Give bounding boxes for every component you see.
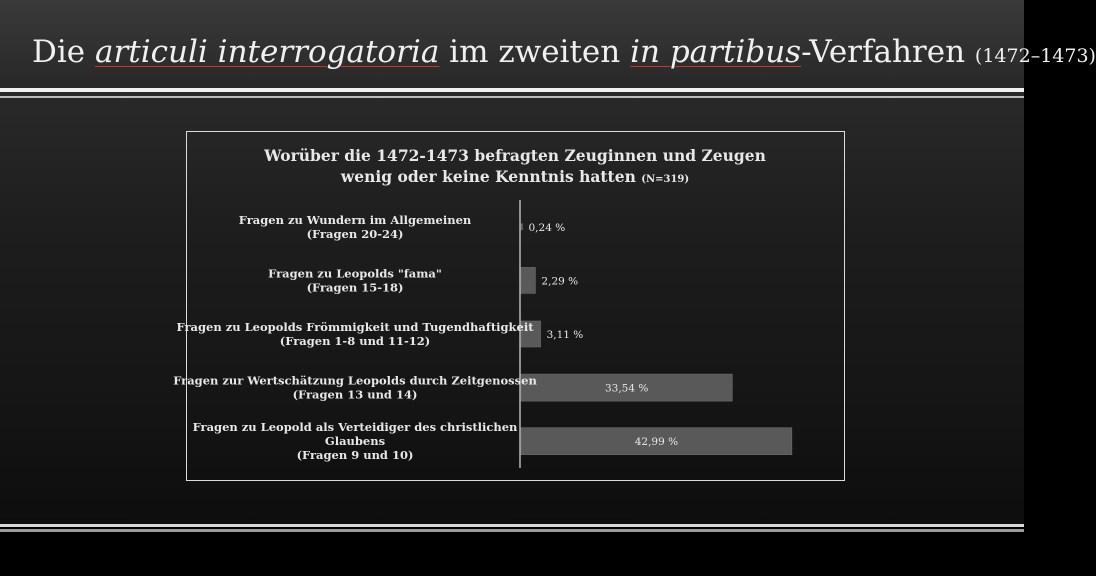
category-label-4-line-0: Fragen zu Leopold als Verteidiger des christlichen <box>192 420 518 435</box>
chart-subtitle <box>340 167 689 186</box>
category-label-3 <box>173 374 537 402</box>
category-label-0-line-0: Fragen zu Wundern im Allgemeinen <box>238 212 472 227</box>
category-label-4-line-1: Glaubens <box>324 434 386 449</box>
category-label-1-line-0: Fragen zu Leopolds "fama" <box>268 266 442 281</box>
category-label-4 <box>193 420 518 462</box>
chart-subtitle-text: wenig oder keine Kenntnis hatten <box>340 167 642 186</box>
title-part-4: -Verfahren <box>801 34 975 70</box>
category-label-0 <box>239 213 472 241</box>
title-part-2: im zweiten <box>439 34 631 70</box>
category-label-3-line-0: Fragen zur Wertschätzung Leopolds durch Zeitgenossen <box>173 373 537 388</box>
title-part-0: Die <box>32 34 95 70</box>
chart-title: Worüber die 1472-1473 befragten Zeuginnen und Zeugen <box>264 146 766 165</box>
slide-title <box>32 34 1096 80</box>
data-label-3: 33,54 % <box>604 382 649 395</box>
footer-divider-line-secondary <box>0 529 1024 532</box>
category-label-3-line-1: (Fragen 13 und 14) <box>292 387 418 402</box>
category-label-1-line-1: (Fragen 15-18) <box>306 280 404 295</box>
category-label-2-line-1: (Fragen 1-8 und 11-12) <box>279 334 431 348</box>
data-label-4: 42,99 % <box>634 436 679 449</box>
bar-0 <box>521 224 523 230</box>
data-label-2: 3,11 % <box>546 329 584 341</box>
category-label-4-line-2: (Fragen 9 und 10) <box>296 448 414 463</box>
title-divider-line-secondary <box>0 96 1024 98</box>
title-divider-line <box>0 88 1024 92</box>
title-part-3: in partibus <box>630 34 802 70</box>
title-part-1: articuli interrogatoria <box>94 34 440 70</box>
category-label-0-line-1: (Fragen 20-24) <box>306 226 404 241</box>
title-years: (1472–1473) <box>974 45 1096 67</box>
category-label-2 <box>176 320 534 348</box>
bar-chart <box>173 132 844 480</box>
category-label-1 <box>268 266 442 294</box>
chart-sample-size: (N=319) <box>641 174 690 185</box>
footer-divider-line <box>0 524 1024 527</box>
data-label-0: 0,24 % <box>528 221 566 234</box>
category-label-2-line-0: Fragen zu Leopolds Frömmigkeit und Tugendhaftigkeit <box>176 320 534 334</box>
chart-frame <box>173 131 845 481</box>
data-label-1: 2,29 % <box>541 275 579 288</box>
bar-1 <box>521 267 535 293</box>
